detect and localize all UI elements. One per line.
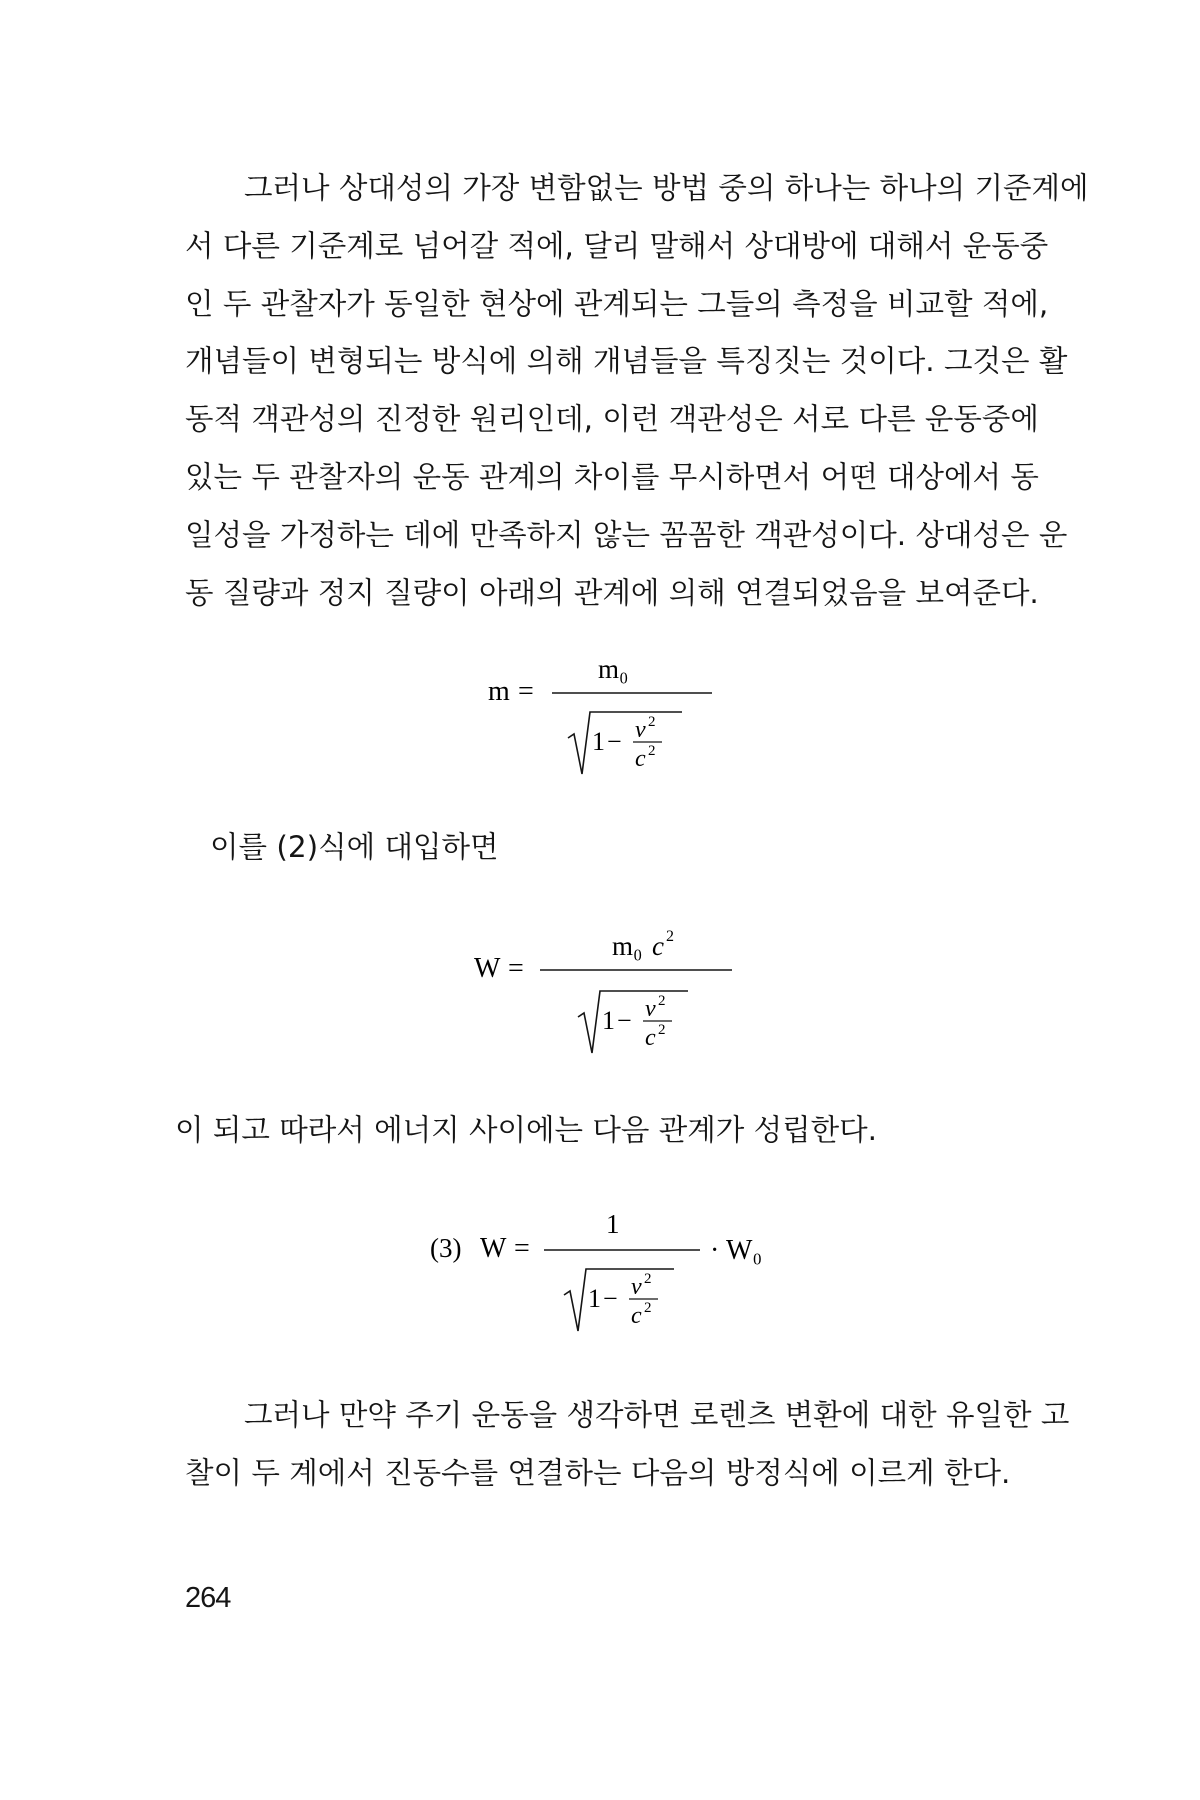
eq2-numerator-c: c: [652, 931, 664, 961]
paragraph-line: 개념들이 변형되는 방식에 의해 개념들을 특징짓는 것이다. 그것은 활: [185, 344, 1068, 379]
radical-sign: [568, 712, 682, 774]
eq2-c: c: [645, 1025, 656, 1051]
equation-mass: [470, 650, 730, 780]
eq2-v: v: [645, 996, 656, 1022]
paragraph-line: 동 질량과 정지 질량이 아래의 관계에 의해 연결되었음을 보여준다.: [185, 575, 1039, 610]
eq3-dot: ·: [710, 1235, 720, 1266]
eq1-one: 1: [592, 727, 605, 756]
eq2-c-exp: 2: [658, 1022, 666, 1038]
page-number: 264: [185, 1582, 231, 1614]
eq2-equals: =: [508, 953, 524, 984]
eq3-c: c: [631, 1303, 642, 1329]
radical-sign: [578, 991, 688, 1053]
eq2-numerator-exp: 2: [666, 928, 674, 945]
paragraph-line: 인 두 관찰자가 동일한 현상에 관계되는 그들의 측정을 비교할 적에,: [185, 286, 1049, 321]
eq3-rhs: W₀: [726, 1235, 763, 1266]
eq3-v: v: [631, 1274, 642, 1300]
paragraph-2: [185, 1387, 1070, 1503]
eq3-equals: =: [514, 1233, 530, 1264]
eq1-equals: =: [518, 676, 534, 707]
eq1-c: c: [635, 746, 646, 772]
eq2-v-exp: 2: [658, 993, 666, 1009]
eq1-c-exp: 2: [648, 743, 656, 759]
eq1-lhs: m: [488, 676, 510, 707]
radical-sign: [564, 1269, 674, 1331]
eq1-minus: −: [607, 727, 622, 756]
eq3-minus: −: [603, 1284, 618, 1313]
equation-energy: [460, 925, 750, 1065]
eq2-one: 1: [602, 1006, 615, 1035]
eq3-label: (3): [430, 1233, 462, 1263]
eq3-v-exp: 2: [644, 1271, 652, 1287]
paragraph-line: 있는 두 관찰자의 운동 관계의 차이를 무시하면서 어떤 대상에서 동: [185, 459, 1039, 494]
eq3-numerator: 1: [606, 1209, 620, 1239]
paragraph-line: 그러나 만약 주기 운동을 생각하면 로렌츠 변환에 대한 유일한 고: [244, 1398, 1070, 1432]
eq2-numerator-m: m₀: [612, 931, 643, 961]
eq1-numerator: m₀: [598, 654, 629, 684]
eq2-minus: −: [617, 1006, 632, 1035]
eq1-v-exp: 2: [648, 714, 656, 730]
equation-3: [430, 1205, 790, 1335]
paragraph-line: 동적 객관성의 진정한 원리인데, 이런 객관성은 서로 다른 운동중에: [185, 402, 1039, 437]
paragraph-1: [185, 160, 1089, 622]
eq3-c-exp: 2: [644, 1300, 652, 1316]
paragraph-line: 그러나 상대성의 가장 변함없는 방법 중의 하나는 하나의 기준계에: [244, 171, 1089, 205]
eq3-one: 1: [588, 1284, 601, 1313]
text-relation: 이 되고 따라서 에너지 사이에는 다음 관계가 성립한다.: [175, 1113, 877, 1147]
text-substitute: 이를 (2)식에 대입하면: [210, 830, 499, 864]
paragraph-line: 일성을 가정하는 데에 만족하지 않는 꼼꼼한 객관성이다. 상대성은 운: [185, 517, 1068, 552]
paragraph-line: 서 다른 기준계로 넘어갈 적에, 달리 말해서 상대방에 대해서 운동중: [185, 228, 1049, 263]
paragraph-line: 찰이 두 계에서 진동수를 연결하는 다음의 방정식에 이르게 한다.: [185, 1455, 1011, 1490]
eq3-lhs: W: [480, 1233, 507, 1264]
eq2-lhs: W: [474, 953, 501, 984]
eq1-v: v: [635, 717, 646, 743]
